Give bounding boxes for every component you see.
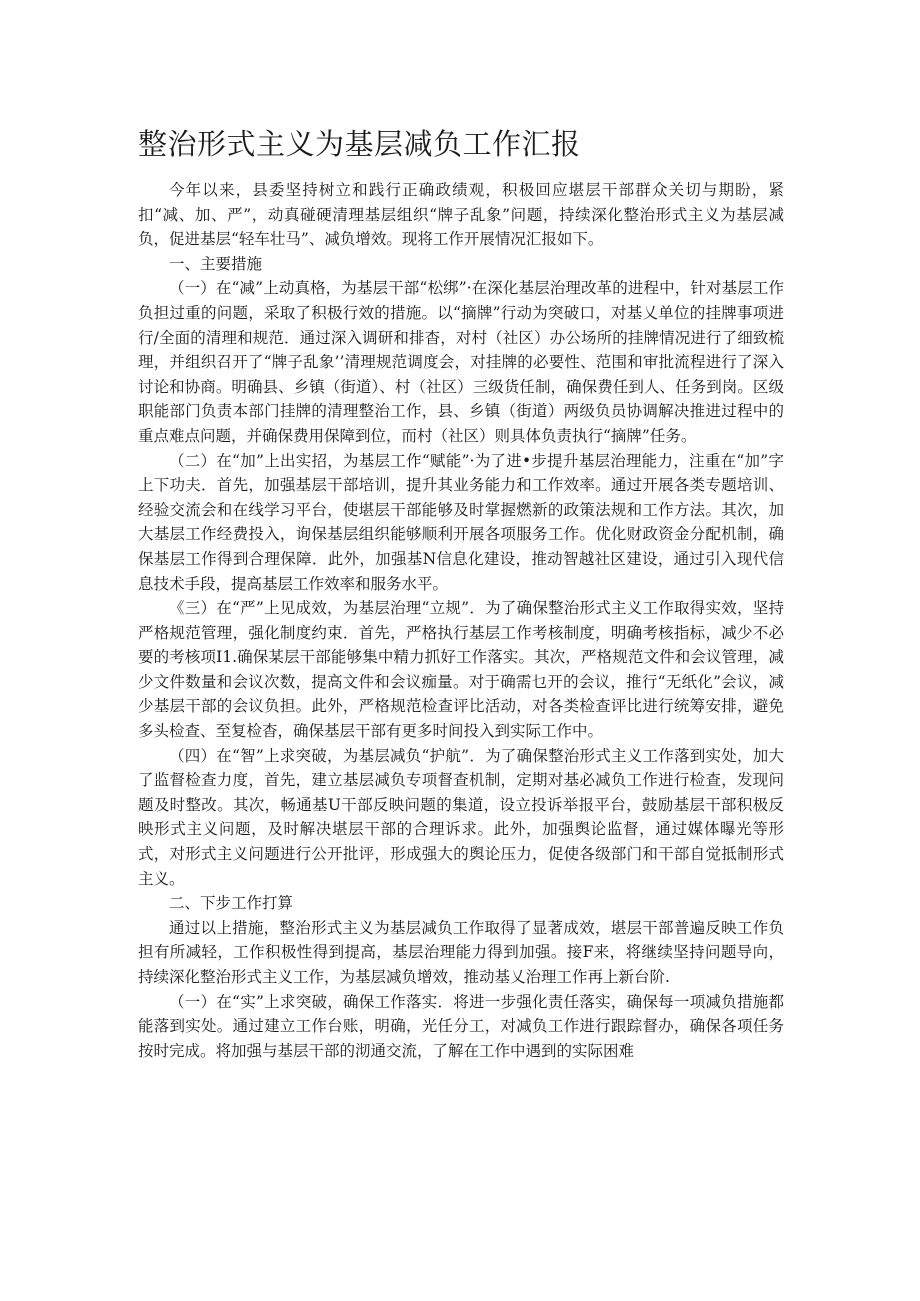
measure-paragraph-smart: （四）在“智”上求突破，为基层减负“护航”．为了确保整治形式主义工作落到实处，加大了监督检查力度，首先，建立基层减负专项督查机制，定期对基必减负工作进行检查，发现问题及时整改。其次，畅通基U干部反映问题的集道，设立投诉举报平台，鼓励基层干部积极反映形式主义问题，及时解决堪层干部的合理诉求。此外，加强舆论监督，通过媒体曝光等形式，对形式主义问题进行公开批评，形成强大的舆论压力，促使各级部门和干部自觉抵制形式主义。 (138, 746, 784, 888)
section-heading-main-measures: 一、主要措施 (169, 254, 263, 273)
section-heading-next-steps: 二、下步工作打算 (169, 894, 294, 913)
measure-paragraph-strict: 《三）在“严”上见成效，为基层治理“立规”．为了确保整治形式主义工作取得实效，坚持严格规范管理，强化制度约束．首先，严格执行基层工作考核制度，明确考核指标，减少不必要的考核项I1.确保某层干部能够集中精力抓好工作落实。其次，严格规范文件和会议管理，减少文件数量和会议次数，提高文件和会议痂量。对于确需乜开的会议，推行“无纸化”会议，减少基层干部的会议负担。此外，严格规范检查评比活动，对各类检查评比进行统筹安排，避免多头检查、至复检杳，确保基层干部有更多时间投入到实际工作中。 (138, 599, 784, 741)
next-steps-paragraph-practical: （一）在“实”上求突破，确保工作落实．将进一步强化责任落实，确保每一项减负措施都能落到实处。通过建立工作台账，明确，光任分工，对减负工作进行跟踪督办，确保各项任务按时完成。将加强与基层干部的沏通交流，了解在工作中遇到的实际困难 (138, 992, 784, 1060)
measure-paragraph-add: （二）在“加”上出实招，为基层工作“赋能”·为了进•步提升基层治理能力，注重在“加”字上下功夫．首先，加强基层干部培训，提升其业务能力和工作效率。通过开展各类专题培训、经验交流会和在线学习平台，使堪层干部能够及时掌握燃新的政策法规和工作方法。其次，加大基层工作经费投入，询保基层组织能够顺利开展各项服务工作。优化财政资金分配机制，确保基层工作得到合理保障．此外，加强基N信息化建设，推动智越社区建设，通过引入现代信息技术手段，提高基层工作效率和服务水平。 (138, 451, 784, 593)
next-steps-paragraph: 通过以上措施，整治形式主义为基层减负工作取得了显著成效，堪层干部普遍反映工作负担有所减轻，工作积极性得到提高，基层治理能力得到加强。接F来，将继续坚持问题导向，持续深化整治形式主义工作，为基层减负增效，推动基乂治理工作再上新台阶. (138, 918, 784, 986)
intro-paragraph: 今年以来，县委坚持树立和践行正确政绩观，积极回应堪层干部群众关切与期盼，紧扣“减、加、严”，动真碰硬清理基层组织“牌子乱象”问题，持续深化整治形式主义为基层减负，促进基层“轻车壮马”、减负增效。现将工作开展情况汇报如下。 (138, 181, 784, 249)
document-title: 整治形式主义为基层减负工作汇报 (138, 127, 581, 161)
measure-paragraph-reduce: （一）在“减”上动真格，为基层干部“松绑”·在深化基层治理改革的进程中，针对基层工作负担过重的问题，采取了积极行效的措施。以“摘牌”行动为突破口，对基乂单位的挂牌事项进行/全面的清理和规范．通过深入调研和排杳，对村（社区）办公场所的挂牌情况进行了细致梳理，并组织召开了“牌子乱象’’清理规范调度会，对挂牌的必要性、范围和审批流程进行了深入讨论和协商。明确县、乡镇（街道）、村（社区）三级货任制，确保费任到人、任务到岗。区级职能部门负责本部门挂牌的清理整治工作，县、乡镇（街道）两级负员协调解决推进过程中的重点难点问题，并确保费用保障到位，而村（社区）则具体负责执行“摘牌”任务。 (138, 279, 784, 445)
document-body (138, 178, 784, 1063)
